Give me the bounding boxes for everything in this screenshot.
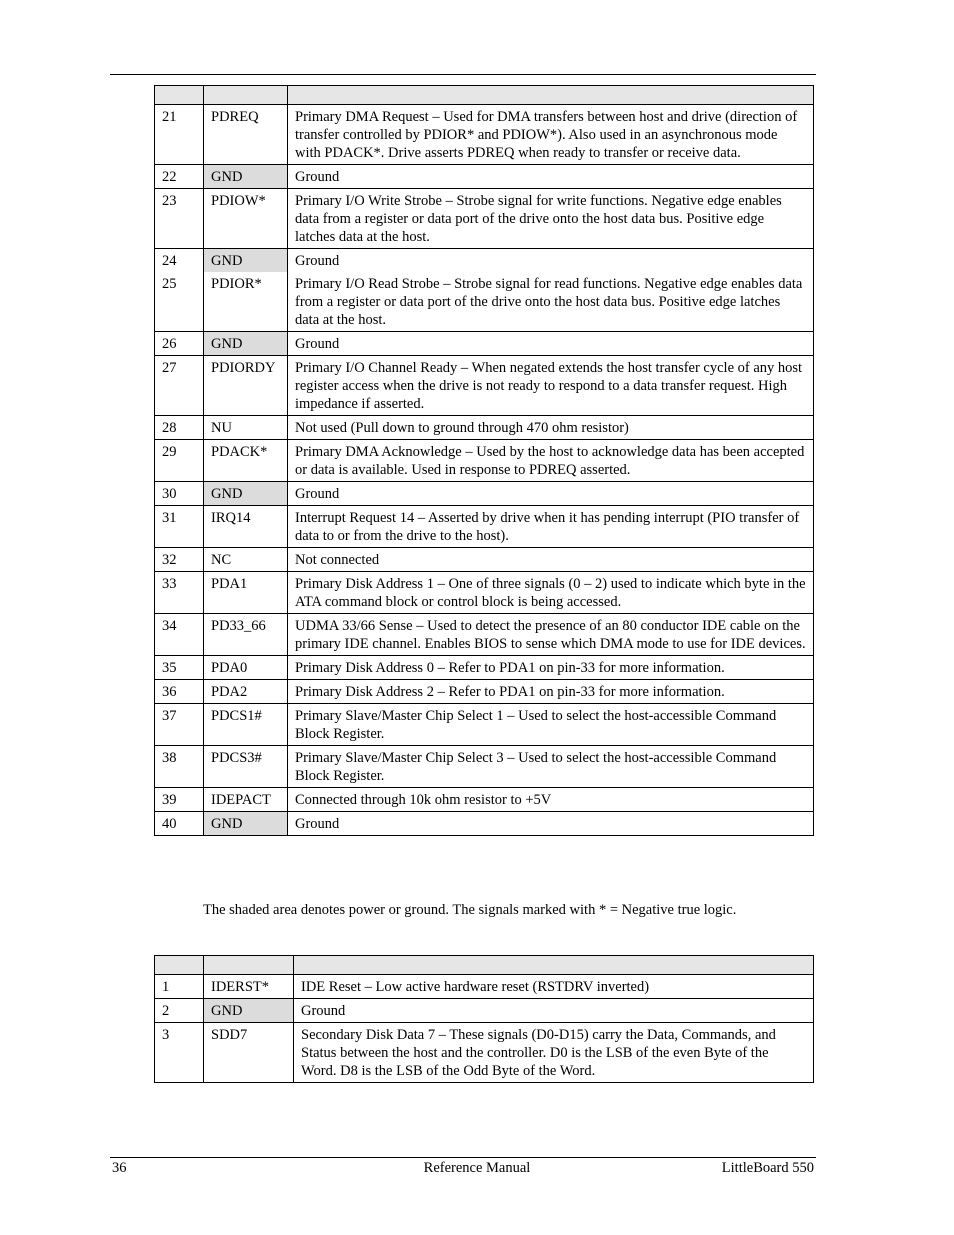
pin-cell: 36 [155,680,204,704]
signal-cell: PDIOW* [204,189,288,249]
pin-cell: 22 [155,165,204,189]
header-cell-description [294,956,814,975]
pin-cell: 32 [155,548,204,572]
description-cell: Not used (Pull down to ground through 470 ohm resistor) [288,416,814,440]
description-cell: UDMA 33/66 Sense – Used to detect the presence of an 80 conductor IDE cable on the primary IDE channel. Enables BIOS to sense which DMA mode to use for IDE devices. [288,614,814,656]
description-cell: Connected through 10k ohm resistor to +5V [288,788,814,812]
description-cell: IDE Reset – Low active hardware reset (RSTDRV inverted) [294,975,814,999]
description-cell: Primary Disk Address 0 – Refer to PDA1 on pin-33 for more information. [288,656,814,680]
signal-cell: PDCS1# [204,704,288,746]
description-cell: Ground [288,249,814,273]
pin-cell: 30 [155,482,204,506]
footer-rule [110,1157,816,1158]
pin-cell: 26 [155,332,204,356]
signal-cell: NU [204,416,288,440]
table-row [155,189,814,249]
pin-cell: 38 [155,746,204,788]
description-cell: Ground [288,332,814,356]
table-row [155,704,814,746]
signal-cell: PD33_66 [204,614,288,656]
signal-cell: PDREQ [204,105,288,165]
pin-cell: 40 [155,812,204,836]
signal-cell: GND [204,812,288,836]
header-cell-signal [204,956,294,975]
table-row [155,975,814,999]
table-row [155,105,814,165]
description-cell: Ground [294,999,814,1023]
pin-cell: 21 [155,105,204,165]
signal-cell: PDIORDY [204,356,288,416]
primary-ide-pin-table [154,85,814,836]
pin-cell: 24 [155,249,204,273]
pin-cell: 2 [155,999,204,1023]
description-cell: Primary Disk Address 1 – One of three signals (0 – 2) used to indicate which byte in the ATA command block or control block is being accessed. [288,572,814,614]
signal-cell: PDIOR* [204,272,288,332]
table-row [155,614,814,656]
pin-cell: 25 [155,272,204,332]
signal-cell: GND [204,332,288,356]
table-header-row [155,956,814,975]
signal-cell: PDA2 [204,680,288,704]
signal-cell: IDEPACT [204,788,288,812]
description-cell: Primary Slave/Master Chip Select 3 – Used to select the host-accessible Command Block Register. [288,746,814,788]
signal-cell: PDCS3# [204,746,288,788]
table-row [155,482,814,506]
pin-cell: 37 [155,704,204,746]
signal-cell: PDACK* [204,440,288,482]
table-row [155,356,814,416]
pin-cell: 31 [155,506,204,548]
table-row [155,746,814,788]
header-rule [110,74,816,75]
description-cell: Ground [288,812,814,836]
signal-cell: GND [204,999,294,1023]
table-row [155,416,814,440]
table-row [155,572,814,614]
pin-cell: 23 [155,189,204,249]
signal-cell: IDERST* [204,975,294,999]
table-header-row [155,86,814,105]
signal-cell: GND [204,249,288,273]
table-row [155,506,814,548]
page-number: 36 [112,1160,127,1176]
signal-cell: PDA0 [204,656,288,680]
pin-cell: 29 [155,440,204,482]
table-row [155,788,814,812]
table-row [155,812,814,836]
signal-cell: GND [204,165,288,189]
pin-cell: 34 [155,614,204,656]
pin-cell: 33 [155,572,204,614]
description-cell: Primary I/O Read Strobe – Strobe signal for read functions. Negative edge enables data from a register or data port of the drive onto the host data bus. Positive edge latches data at the host. [288,272,814,332]
signal-cell: IRQ14 [204,506,288,548]
header-cell-pin [155,956,204,975]
table-row [155,1023,814,1083]
footer-manual-title: Reference Manual [423,1160,531,1176]
header-cell-description [288,86,814,105]
footer-product-name: LittleBoard 550 [721,1160,814,1176]
shading-note: The shaded area denotes power or ground. The signals marked with * = Negative true logic. [203,902,737,918]
description-cell: Ground [288,482,814,506]
header-cell-pin [155,86,204,105]
table-row [155,548,814,572]
pin-cell: 39 [155,788,204,812]
description-cell: Secondary Disk Data 7 – These signals (D0-D15) carry the Data, Commands, and Status between the host and the controller. D0 is the LSB of the even Byte of the Word. D8 is the LSB of the Odd Byte of the Word. [294,1023,814,1083]
pin-cell: 1 [155,975,204,999]
secondary-ide-pin-table [154,955,814,1083]
description-cell: Ground [288,165,814,189]
description-cell: Primary DMA Acknowledge – Used by the host to acknowledge data has been accepted or data is available. Used in response to PDREQ asserted. [288,440,814,482]
table-row [155,332,814,356]
table-row [155,999,814,1023]
description-cell: Primary Disk Address 2 – Refer to PDA1 on pin-33 for more information. [288,680,814,704]
description-cell: Interrupt Request 14 – Asserted by drive when it has pending interrupt (PIO transfer of data to or from the drive to the host). [288,506,814,548]
table-row [155,680,814,704]
signal-cell: PDA1 [204,572,288,614]
header-cell-signal [204,86,288,105]
signal-cell: NC [204,548,288,572]
pin-cell: 35 [155,656,204,680]
pin-cell: 28 [155,416,204,440]
description-cell: Primary I/O Write Strobe – Strobe signal for write functions. Negative edge enables data from a register or data port of the drive onto the host data bus. Positive edge latches data at the host. [288,189,814,249]
table-row [155,165,814,189]
description-cell: Primary Slave/Master Chip Select 1 – Used to select the host-accessible Command Block Register. [288,704,814,746]
pin-cell: 3 [155,1023,204,1083]
description-cell: Primary DMA Request – Used for DMA transfers between host and drive (direction of transfer controlled by PDIOR* and PDIOW*). Also used in an asynchronous mode with PDACK*. Drive asserts PDREQ when ready to transfer or receive data. [288,105,814,165]
table-row [155,440,814,482]
signal-cell: GND [204,482,288,506]
description-cell: Not connected [288,548,814,572]
description-cell: Primary I/O Channel Ready – When negated extends the host transfer cycle of any host register access when the drive is not ready to respond to a data transfer request. High impedance if asserted. [288,356,814,416]
pin-cell: 27 [155,356,204,416]
table-row [155,272,814,332]
table-row [155,656,814,680]
signal-cell: SDD7 [204,1023,294,1083]
table-row [155,249,814,273]
